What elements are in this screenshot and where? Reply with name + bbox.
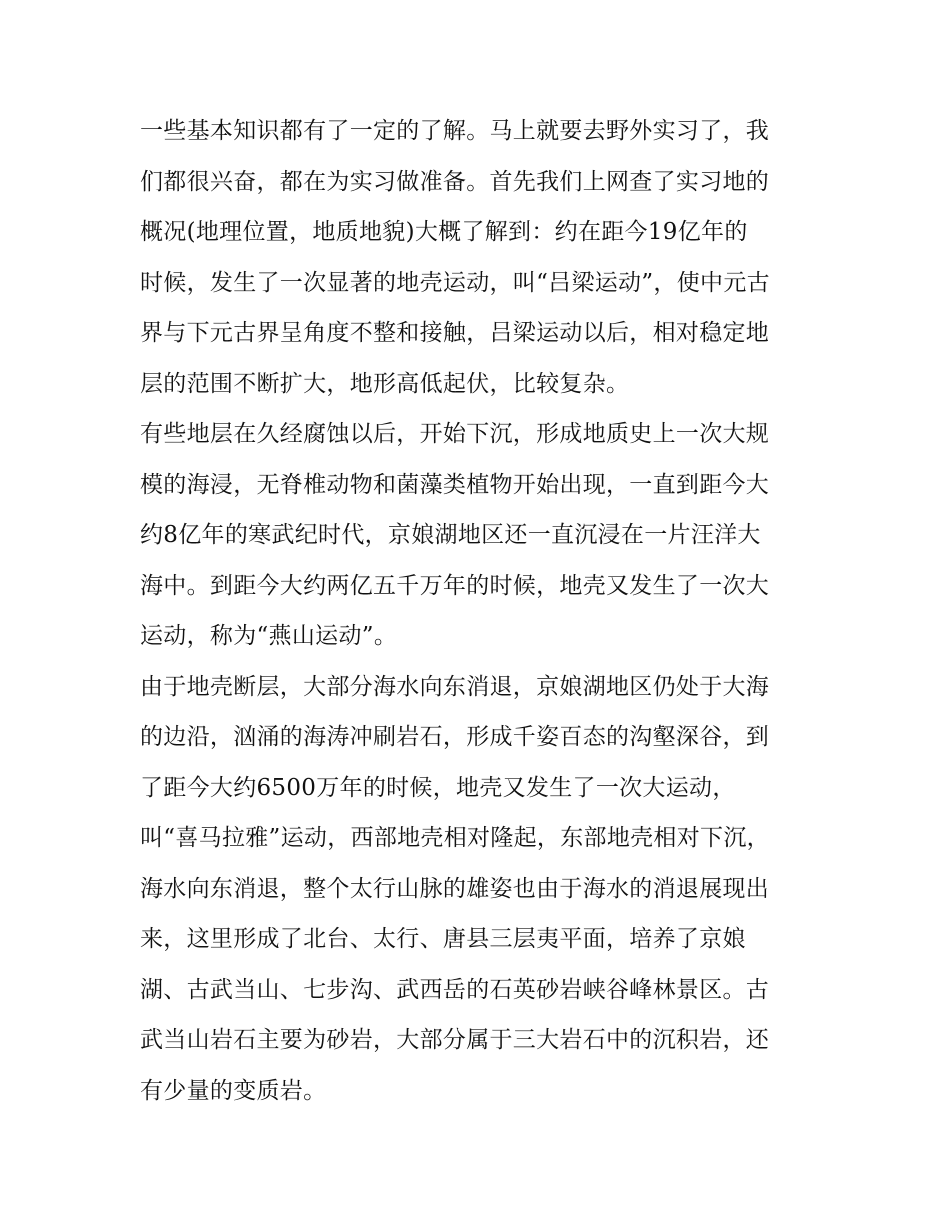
text-line: 运动，称为“燕山运动”。 [140,623,398,649]
text-line: 武当山岩石主要为砂岩，大部分属于三大岩石中的沉积岩，还 [140,1027,770,1053]
text-line: 们都很兴奋，都在为实习做准备。首先我们上网查了实习地的 [140,168,770,195]
text-line: 概况(地理位置，地质地貌)大概了解到：约在距今19亿年的 [140,219,748,245]
text-line: 界与下元古界呈角度不整和接触，吕梁运动以后，相对稳定地 [140,320,770,346]
text-line: 模的海浸，无脊椎动物和菌藻类植物开始出现，一直到距今大 [140,471,770,498]
text-line: 由于地壳断层，大部分海水向东消退，京娘湖地区仍处于大海 [140,673,770,700]
text-line: 海水向东消退，整个太行山脉的雄姿也由于海水的消退展现出 [140,875,770,902]
text-line: 一些基本知识都有了一定的了解。马上就要去野外实习了，我 [140,118,770,144]
text-line: 了距今大约6500万年的时候，地壳又发生了一次大运动， [140,774,736,801]
text-line: 海中。到距今大约两亿五千万年的时候，地壳又发生了一次大 [140,572,770,599]
text-line: 的边沿，汹涌的海涛冲刷岩石，形成千姿百态的沟壑深谷，到 [140,724,770,750]
text-line: 湖、古武当山、七步沟、武西岳的石英砂岩峡谷峰林景区。古 [140,976,770,1003]
text-line: 有些地层在久经腐蚀以后，开始下沉，形成地质史上一次大规 [140,421,770,447]
text-line: 叫“喜马拉雅”运动，西部地壳相对隆起，东部地壳相对下沉， [140,825,770,851]
body-text [140,106,820,1116]
text-line: 层的范围不断扩大，地形高低起伏，比较复杂。 [140,370,630,397]
text-line: 来，这里形成了北台、太行、唐县三层夷平面，培养了京娘 [140,926,746,952]
text-line: 时候，发生了一次显著的地壳运动，叫“吕梁运动”，使中元古 [140,269,770,296]
text-line: 约8亿年的寒武纪时代，京娘湖地区还一直沉浸在一片汪洋大 [140,522,761,548]
text-line: 有少量的变质岩。 [140,1077,327,1104]
